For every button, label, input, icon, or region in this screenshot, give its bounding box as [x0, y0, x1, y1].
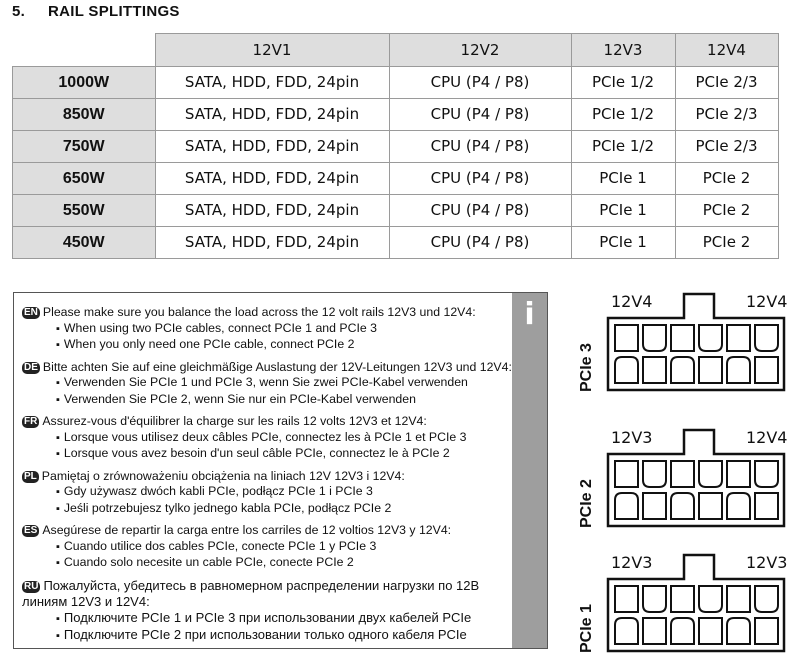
- section-heading: RAIL SPLITTINGS: [48, 3, 180, 20]
- connector-left-label: 12V4: [611, 292, 653, 311]
- row-model-label: 650W: [13, 163, 156, 195]
- list-item: ▪ Подключите PCIe 2 при использовании только одного кабеля PCIe: [56, 627, 514, 644]
- connector-side-label: PCIe 1: [578, 604, 595, 653]
- table-cell: SATA, HDD, FDD, 24pin: [155, 227, 389, 259]
- lang-block-fr: [22, 414, 514, 463]
- lang-intro: Pamiętaj o zrównoważeniu obciążenia na liniach 12V 12V3 i 12V4:: [41, 468, 405, 483]
- list-item: ▪ When using two PCIe cables, connect PCIe 1 and PCIe 3: [56, 321, 514, 338]
- list-item: ▪ When you only need one PCIe cable, connect PCIe 2: [56, 337, 514, 354]
- lang-block-es: [22, 523, 514, 572]
- table-cell: SATA, HDD, FDD, 24pin: [155, 99, 389, 131]
- connector-pin: [727, 618, 750, 644]
- table-cell: PCIe 2/3: [675, 131, 778, 163]
- connector-pin: [643, 618, 666, 644]
- connector-pin: [699, 586, 722, 612]
- list-item: ▪ Cuando utilice dos cables PCIe, conecte PCIe 1 y PCIe 3: [56, 539, 514, 556]
- lang-block-en: [22, 305, 514, 354]
- connector-pin: [699, 461, 722, 487]
- language-badge: EN: [24, 307, 38, 318]
- table-cell: PCIe 2: [675, 195, 778, 227]
- language-badge: ES: [24, 525, 38, 536]
- table-row: [13, 131, 779, 163]
- table-cell: SATA, HDD, FDD, 24pin: [155, 195, 389, 227]
- connector-pin: [699, 325, 722, 351]
- connector-pin: [643, 461, 666, 487]
- lang-bullet-list: [22, 610, 514, 644]
- list-item: ▪ Verwenden Sie PCIe 1 und PCIe 3, wenn Sie zwei PCIe-Kabel verwenden: [56, 375, 514, 392]
- lang-intro-line: [22, 414, 514, 430]
- list-item: ▪ Jeśli potrzebujesz tylko jednego kabla PCIe, podłącz PCIe 2: [56, 501, 514, 518]
- table-cell: CPU (P4 / P8): [389, 131, 571, 163]
- table-cell: PCIe 1: [571, 163, 675, 195]
- row-model-label: 550W: [13, 195, 156, 227]
- info-icon: i: [524, 297, 535, 332]
- connector-pin: [727, 586, 750, 612]
- table-cell: SATA, HDD, FDD, 24pin: [155, 163, 389, 195]
- language-badge: FR: [24, 416, 38, 427]
- table-cell: SATA, HDD, FDD, 24pin: [155, 67, 389, 99]
- connector-pin: [615, 461, 638, 487]
- lang-intro-line: [22, 360, 514, 376]
- list-item: ▪ Подключите PCIe 1 и PCIe 3 при использовании двух кабелей PCIe: [56, 610, 514, 627]
- list-item: ▪ Verwenden Sie PCIe 2, wenn Sie nur ein PCIe-Kabel verwenden: [56, 392, 514, 409]
- connector-right-label: 12V3: [746, 553, 788, 572]
- language-badge: DE: [24, 361, 38, 373]
- connector-pin: [727, 325, 750, 351]
- lang-block-de: [22, 360, 514, 409]
- row-model-label: 450W: [13, 227, 156, 259]
- table-cell: PCIe 2: [675, 163, 778, 195]
- table-corner-cell: [13, 34, 156, 67]
- lang-bullet-list: [22, 321, 514, 354]
- table-row: [13, 163, 779, 195]
- table-cell: SATA, HDD, FDD, 24pin: [155, 131, 389, 163]
- info-text-area: [14, 293, 514, 650]
- lang-bullet-list: [22, 484, 514, 517]
- connector-pin: [671, 618, 694, 644]
- lang-block-ru: [22, 578, 514, 644]
- connector-pin: [727, 357, 750, 383]
- lang-intro: Пожалуйста, убедитесь в равномерном распределении нагрузки по 12В линиям 12V3 и 12V4:: [22, 577, 480, 609]
- connector-pin: [643, 586, 666, 612]
- connector-pin: [615, 586, 638, 612]
- list-item: ▪ Cuando solo necesite un cable PCIe, conecte PCIe 2: [56, 555, 514, 572]
- connector-pin: [699, 618, 722, 644]
- lang-bullet-list: [22, 375, 514, 408]
- connector-side-label: PCIe 2: [578, 479, 595, 528]
- connector-pin: [671, 357, 694, 383]
- connector-pin: [755, 461, 778, 487]
- lang-intro-line: [22, 523, 514, 539]
- list-item: ▪ Lorsque vous avez besoin d'un seul câble PCIe, connectez le à PCIe 2: [56, 446, 514, 463]
- lang-intro: Bitte achten Sie auf eine gleichmäßige Auslastung der 12V-Leitungen 12V3 und 12V4:: [42, 359, 512, 374]
- info-sidebar: [512, 293, 547, 648]
- table-row: [13, 67, 779, 99]
- connector-pin: [671, 461, 694, 487]
- table-header-row: [13, 34, 779, 67]
- connector-pin: [671, 325, 694, 351]
- info-box: [13, 292, 548, 649]
- connector-pin: [615, 618, 638, 644]
- lang-intro: Please make sure you balance the load across the 12 volt rails 12V3 und 12V4:: [42, 305, 476, 319]
- connector-pin: [643, 493, 666, 519]
- table-row: [13, 195, 779, 227]
- lang-bullet-list: [22, 430, 514, 463]
- connector-pin: [671, 586, 694, 612]
- lang-bullet-list: [22, 539, 514, 572]
- rail-splitting-table: [12, 33, 779, 259]
- lang-intro-line: [22, 305, 514, 321]
- connector-pin: [643, 357, 666, 383]
- pcie-connector-icon: [606, 292, 786, 392]
- connector-pin: [755, 586, 778, 612]
- table-row: [13, 227, 779, 259]
- table-cell: PCIe 2: [675, 227, 778, 259]
- connector-right-label: 12V4: [746, 428, 788, 447]
- table-cell: PCIe 2/3: [675, 99, 778, 131]
- connector-pin: [755, 325, 778, 351]
- lang-intro-line: [22, 469, 514, 485]
- section-title: [12, 3, 180, 20]
- table-cell: PCIe 1/2: [571, 67, 675, 99]
- table-cell: CPU (P4 / P8): [389, 99, 571, 131]
- language-badge: PL: [24, 470, 37, 482]
- table-cell: PCIe 1/2: [571, 99, 675, 131]
- list-item: ▪ Gdy używasz dwóch kabli PCIe, podłącz PCIe 1 i PCIe 3: [56, 484, 514, 501]
- connector-pin: [727, 493, 750, 519]
- row-model-label: 850W: [13, 99, 156, 131]
- pcie-connector-icon: [606, 428, 786, 528]
- pcie-connector-icon: [606, 553, 786, 653]
- table-cell: PCIe 1: [571, 227, 675, 259]
- lang-block-pl: [22, 469, 514, 518]
- connector-pin: [615, 357, 638, 383]
- language-badge: RU: [24, 580, 39, 592]
- column-header: 12V1: [155, 34, 389, 67]
- connector-pin: [643, 325, 666, 351]
- column-header: 12V3: [571, 34, 675, 67]
- connector-pin: [755, 618, 778, 644]
- connector-left-label: 12V3: [611, 553, 653, 572]
- connector-pin: [699, 493, 722, 519]
- table-row: [13, 99, 779, 131]
- connector-pin: [699, 357, 722, 383]
- table-cell: CPU (P4 / P8): [389, 227, 571, 259]
- row-model-label: 750W: [13, 131, 156, 163]
- table-cell: PCIe 1: [571, 195, 675, 227]
- connector-side-label: PCIe 3: [578, 343, 595, 392]
- connector-right-label: 12V4: [746, 292, 788, 311]
- table-cell: PCIe 1/2: [571, 131, 675, 163]
- connector-diagram: [576, 553, 786, 655]
- list-item: ▪ Lorsque vous utilisez deux câbles PCIe, connectez les à PCIe 1 et PCIe 3: [56, 430, 514, 447]
- lang-intro: Asegúrese de repartir la carga entre los carriles de 12 voltios 12V3 y 12V4:: [42, 523, 452, 537]
- section-number: 5.: [12, 3, 26, 20]
- connector-pin: [755, 493, 778, 519]
- connector-diagram: [576, 428, 786, 530]
- connector-pin: [615, 493, 638, 519]
- column-header: 12V2: [389, 34, 571, 67]
- table-cell: PCIe 2/3: [675, 67, 778, 99]
- table-cell: CPU (P4 / P8): [389, 67, 571, 99]
- connector-pin: [671, 493, 694, 519]
- row-model-label: 1000W: [13, 67, 156, 99]
- connector-pin: [615, 325, 638, 351]
- table-cell: CPU (P4 / P8): [389, 195, 571, 227]
- connector-pin: [727, 461, 750, 487]
- lang-intro-line: [22, 578, 514, 610]
- connector-diagram: [576, 292, 786, 394]
- connector-left-label: 12V3: [611, 428, 653, 447]
- table-cell: CPU (P4 / P8): [389, 163, 571, 195]
- lang-intro: Assurez-vous d'équilibrer la charge sur les rails 12 volts 12V3 et 12V4:: [42, 414, 427, 428]
- connector-pin: [755, 357, 778, 383]
- column-header: 12V4: [675, 34, 778, 67]
